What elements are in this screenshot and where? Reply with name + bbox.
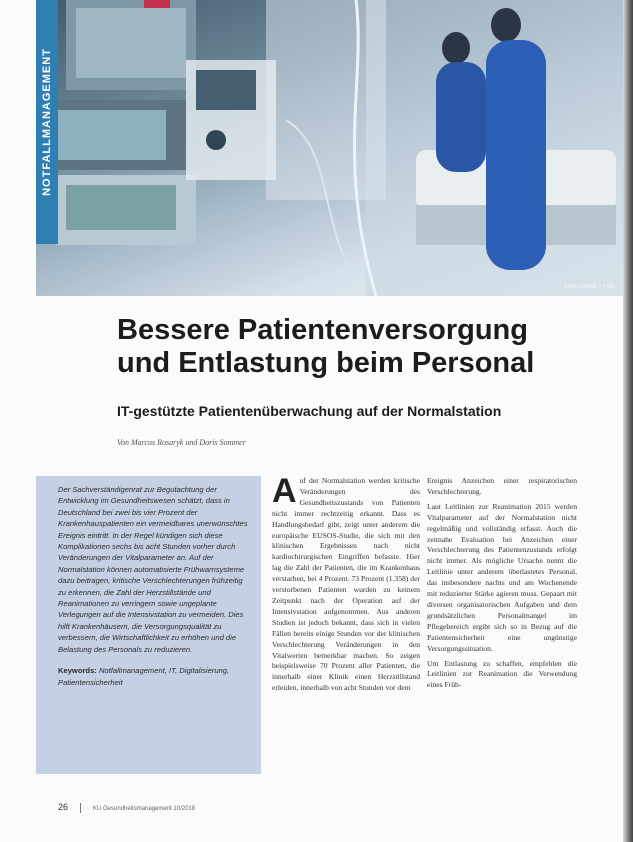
keywords-label: Keywords:	[58, 666, 97, 676]
hospital-scene-illustration	[36, 0, 625, 296]
page-number: 26	[58, 802, 69, 812]
footer-divider	[80, 803, 81, 813]
article-title-line-2: und Entlastung beim Personal	[117, 347, 535, 379]
drop-cap: A	[272, 472, 297, 510]
abstract-text: Der Sachverständigenrat zur Begutachtung der Entwicklung im Gesundheitswesen schätzt, dass in Deutschland bei zwei bis vier Prozent der Krankenhauspatienten ein vermeidbares unerwünschtes Ereignis eintritt. In der Regel kündigen sich diese Komplikationen sechs bis acht Stunden vorher durch Veränderungen der Vitalparameter an. Auf der Normalstation können automatisierte Frühwarnsysteme dazu beitragen, kritische Verschlechterungen frühzeitig zu erkennen, die Zahl der Herzstillstände und Reanimationen zu verringern sowie ungeplante Verlegungen auf die Intensivstation zu vermeiden. Dies hilft Krankenhäusern, die Versorgungsqualität zu verbessern, die Wirtschaftlichkeit zu erhöhen und die Belastung des Personals zu reduzieren.	[58, 485, 248, 654]
article-authors: Von Marcus Rosaryk und Doris Sommer	[117, 438, 246, 447]
body-paragraph	[272, 472, 420, 694]
section-label	[36, 0, 58, 244]
body-paragraph: Laut Leitlinien zur Reanimation 2015 werden Vitalparameter auf der Normalstation nicht regelmäßig und vollständig erfasst. Auch die zeitnahe Evaluation bei Anzeichen einer Verschlechterung des Patientenzustands erfolgt nicht immer. Als mögliche Ursache nennt die Leitlinie unter anderem überlastetes Personal, das insbesondere nachts und am Wochenende mit reduzierter Stärke agieren muss. Gepaart mit diversen organisatorischen Aufgaben und dem grundsätzlichen Personalmangel im Pflegebereich ergibt sich so in Bezug auf die Patientensicherheit eine ungünstige Versorgungssituation.	[427, 501, 577, 653]
photo-credit: Foto: iStock – Foto	[564, 284, 615, 290]
journal-name: KU Gesundheitsmanagement 10/2018	[93, 806, 196, 812]
page-footer	[58, 802, 195, 813]
abstract-box	[36, 476, 261, 774]
page-binding	[623, 0, 633, 842]
body-column-1	[272, 472, 420, 698]
article-title-line-1: Bessere Patientenversorgung	[117, 314, 528, 346]
article-subtitle: IT-gestützte Patientenüberwachung auf der Normalstation	[117, 403, 502, 419]
keywords	[58, 665, 251, 688]
body-text: uf der Normalstation werden kritische Veränderungen des Gesundheitszustands von Patienten nicht immer rechtzeitig erkannt. Dass es Handlungsbedarf gibt, zeigt unter anderem die europäische EUSOS-Studie, die sich mit den klinischen Ergebnissen nach nicht kardiochirurgischen Eingriffen befasste. Hier lag die Zahl der Patienten, die im Krankenhaus verstarben, bei 4 Prozent. 73 Prozent (1.358) der verstorbenen Patienten wurden zu keinem Zeitpunkt nach der Operation auf der Intensivstation aufgenommen. Aus anderen Studien ist jedoch bekannt, dass sich in vielen Fällen bereits einige Stunden vor der klinischen Verschlechterung Veränderungen in den Vitalwerten bemerkbar machen. So zeigen beispielsweise 70 Prozent aller Patienten, die innerhalb einer Klinik einen Herzstillstand erleiden, innerhalb von acht Stunden vor dem	[272, 476, 420, 693]
keywords-list: Notfallmanagement, IT, Digitalisierung, Patientensicherheit	[58, 666, 230, 687]
header-photo	[36, 0, 625, 296]
body-paragraph: Um Entlastung zu schaffen, empfehlen die Leitlinien zur Reanimation die Verwendung eines Früh-	[427, 658, 577, 690]
body-column-2	[427, 476, 577, 695]
section-label-text: NOTFALLMANAGEMENT	[41, 48, 53, 196]
article-title	[117, 314, 587, 380]
body-paragraph: Ereignis Anzeichen einer respiratorischen Verschlechterung.	[427, 476, 577, 496]
